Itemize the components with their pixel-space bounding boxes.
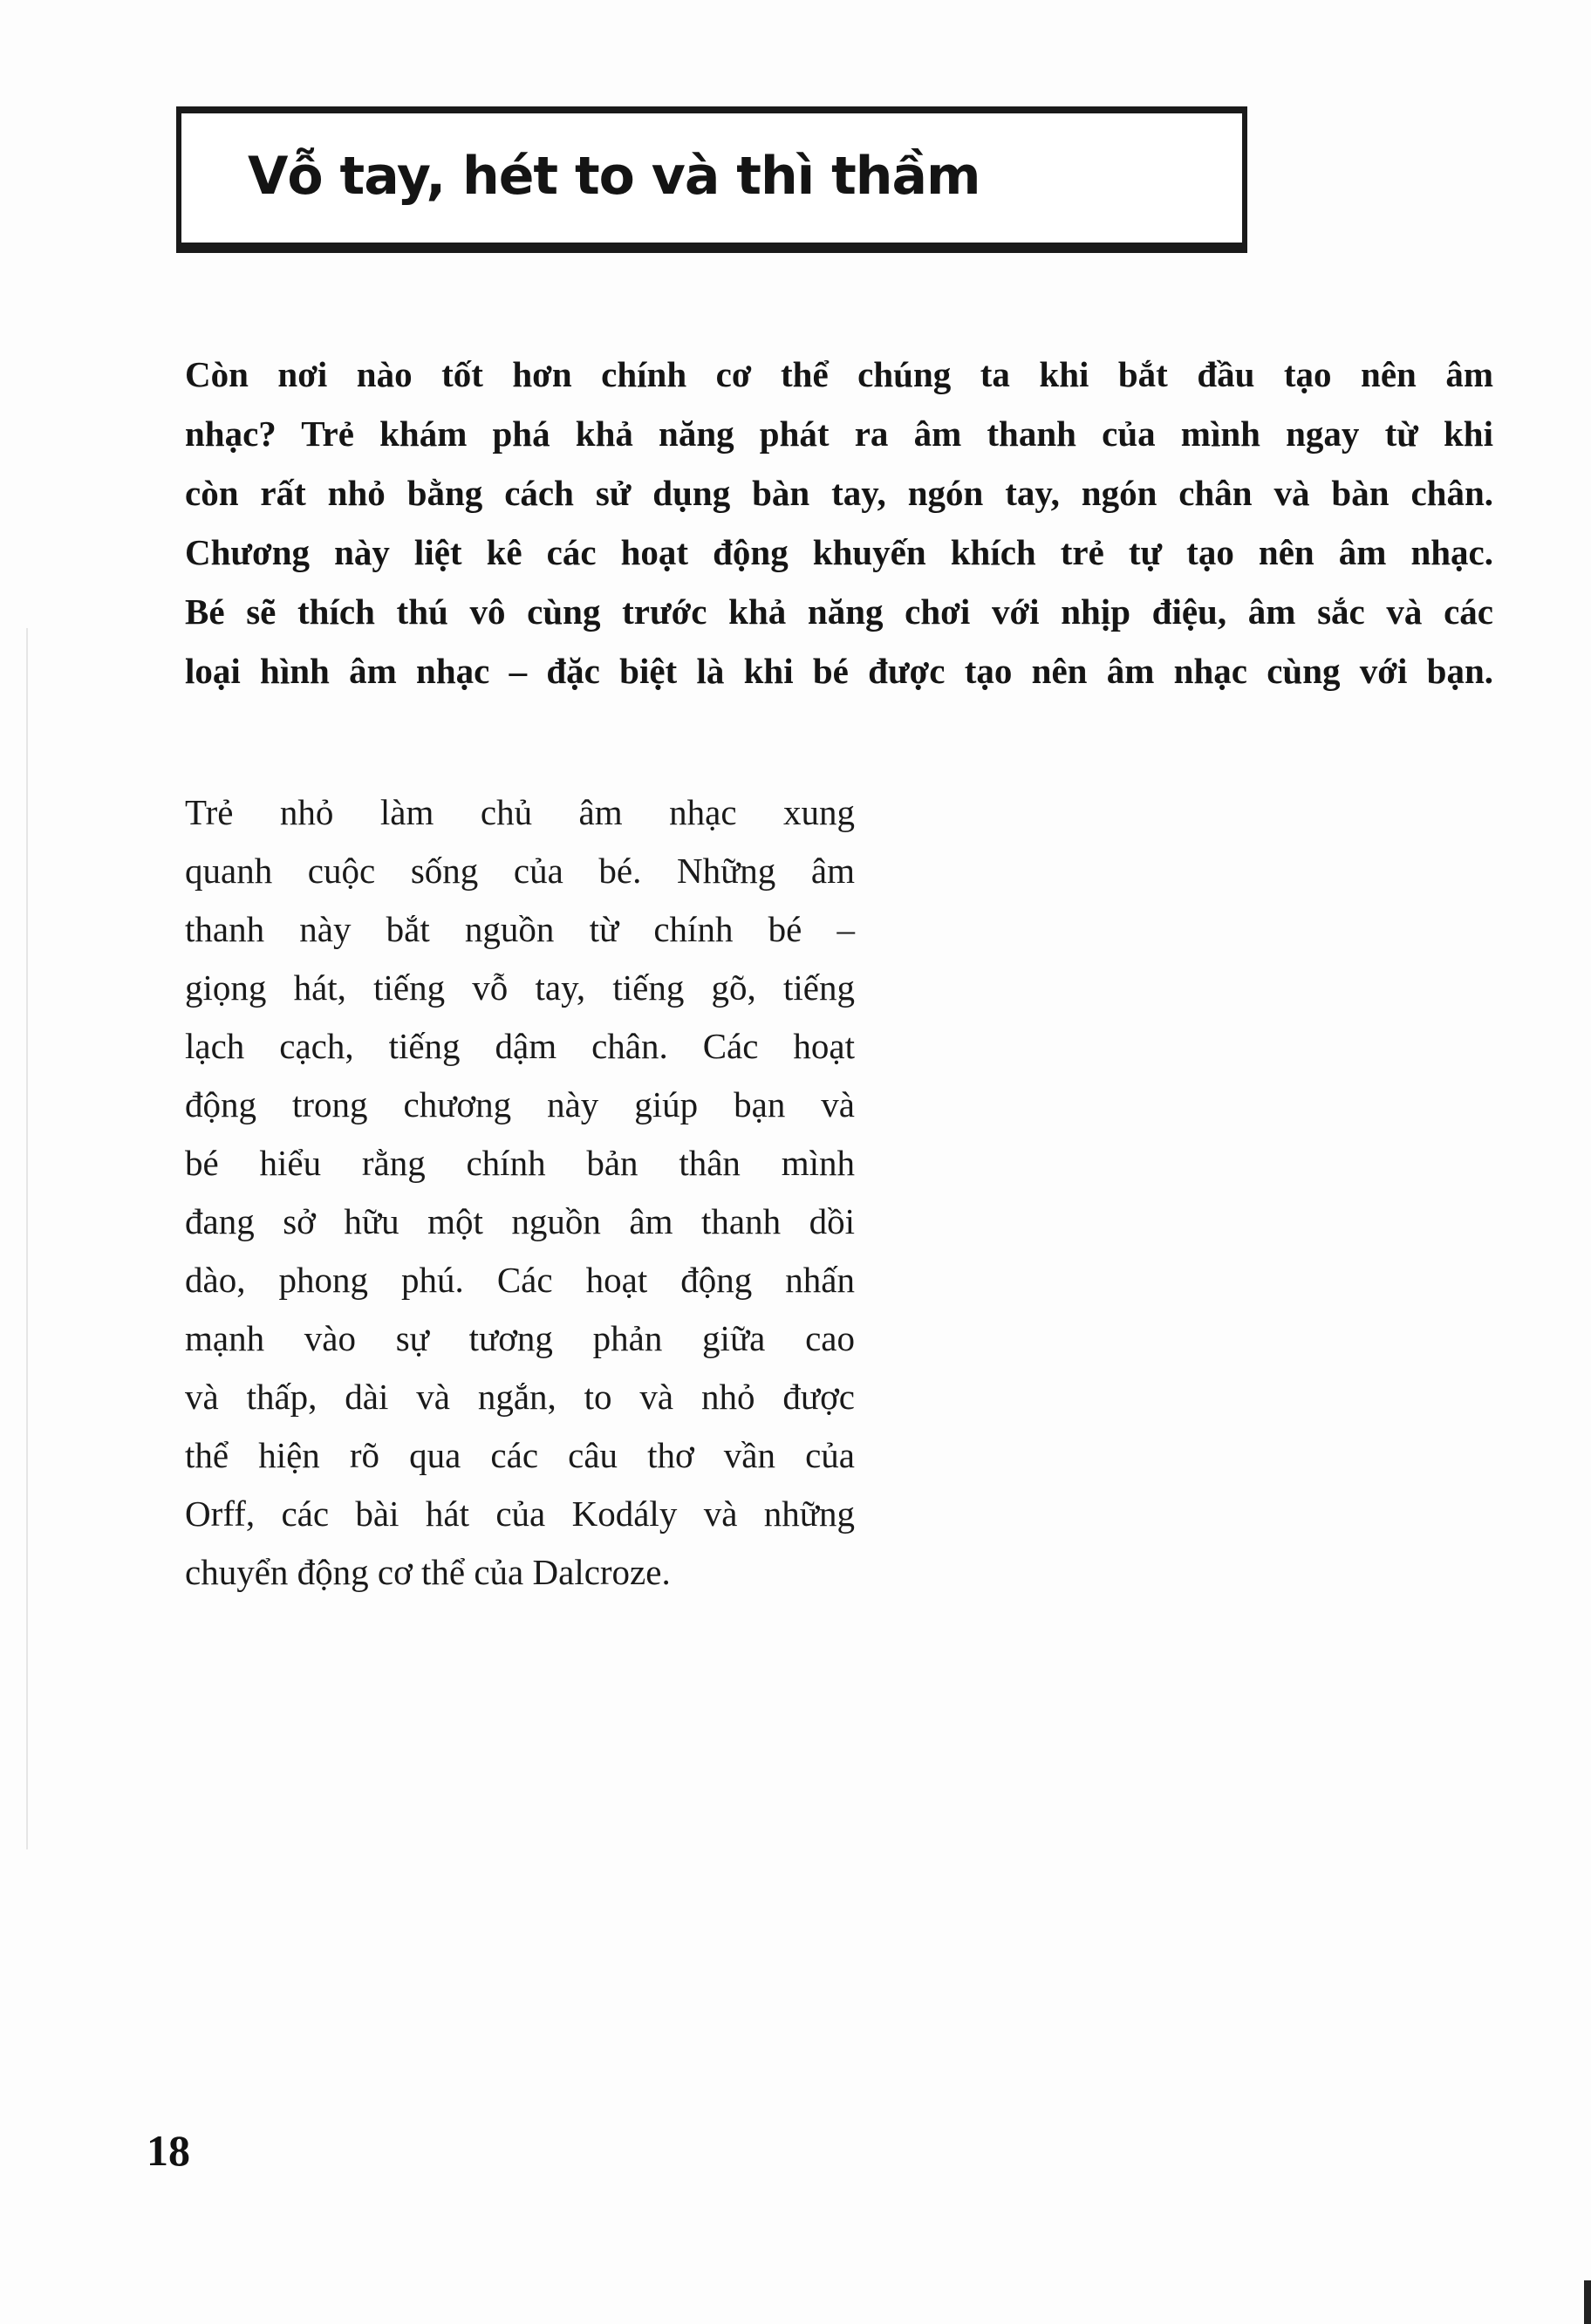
scan-shadow — [26, 628, 28, 1849]
intro-line: loại hình âm nhạc – đặc biệt là khi bé được tạo nên âm nhạc cùng với bạn. — [185, 651, 1493, 691]
body-line: quanh cuộc sống của bé. Những âm — [185, 851, 855, 891]
body-line: và thấp, dài và ngắn, to và nhỏ được — [185, 1377, 855, 1417]
chapter-title-box — [176, 106, 1247, 253]
body-line: thể hiện rõ qua các câu thơ vần của — [185, 1435, 855, 1475]
body-line: lạch cạch, tiếng dậm chân. Các hoạt — [185, 1026, 855, 1066]
body-line: Orff, các bài hát của Kodály và những — [185, 1494, 855, 1534]
body-line: giọng hát, tiếng vỗ tay, tiếng gõ, tiếng — [185, 967, 855, 1008]
intro-line: còn rất nhỏ bằng cách sử dụng bàn tay, ngón tay, ngón chân và bàn chân. — [185, 473, 1493, 513]
body-line: dào, phong phú. Các hoạt động nhấn — [185, 1260, 855, 1300]
intro-line: Còn nơi nào tốt hơn chính cơ thể chúng ta khi bắt đầu tạo nên âm — [185, 354, 1493, 394]
page-edge-mark — [1565, 2280, 1591, 2324]
intro-line: Chương này liệt kê các hoạt động khuyến khích trẻ tự tạo nên âm nhạc. — [185, 532, 1493, 572]
page-number: 18 — [147, 2126, 190, 2175]
body-line: đang sở hữu một nguồn âm thanh dồi — [185, 1201, 855, 1241]
body-paragraph — [185, 783, 855, 1602]
body-line: bé hiểu rằng chính bản thân mình — [185, 1143, 855, 1183]
chapter-title: Vỗ tay, hét to và thì thầm — [248, 146, 980, 207]
intro-line: nhạc? Trẻ khám phá khả năng phát ra âm thanh của mình ngay từ khi — [185, 414, 1493, 454]
body-line: Trẻ nhỏ làm chủ âm nhạc xung — [185, 792, 855, 832]
body-line: mạnh vào sự tương phản giữa cao — [185, 1318, 855, 1358]
body-line: chuyển động cơ thể của Dalcroze. — [185, 1552, 671, 1592]
intro-line: Bé sẽ thích thú vô cùng trước khả năng chơi với nhịp điệu, âm sắc và các — [185, 591, 1493, 632]
body-line: động trong chương này giúp bạn và — [185, 1084, 855, 1124]
body-line: thanh này bắt nguồn từ chính bé – — [185, 909, 855, 949]
intro-paragraph — [185, 345, 1493, 701]
